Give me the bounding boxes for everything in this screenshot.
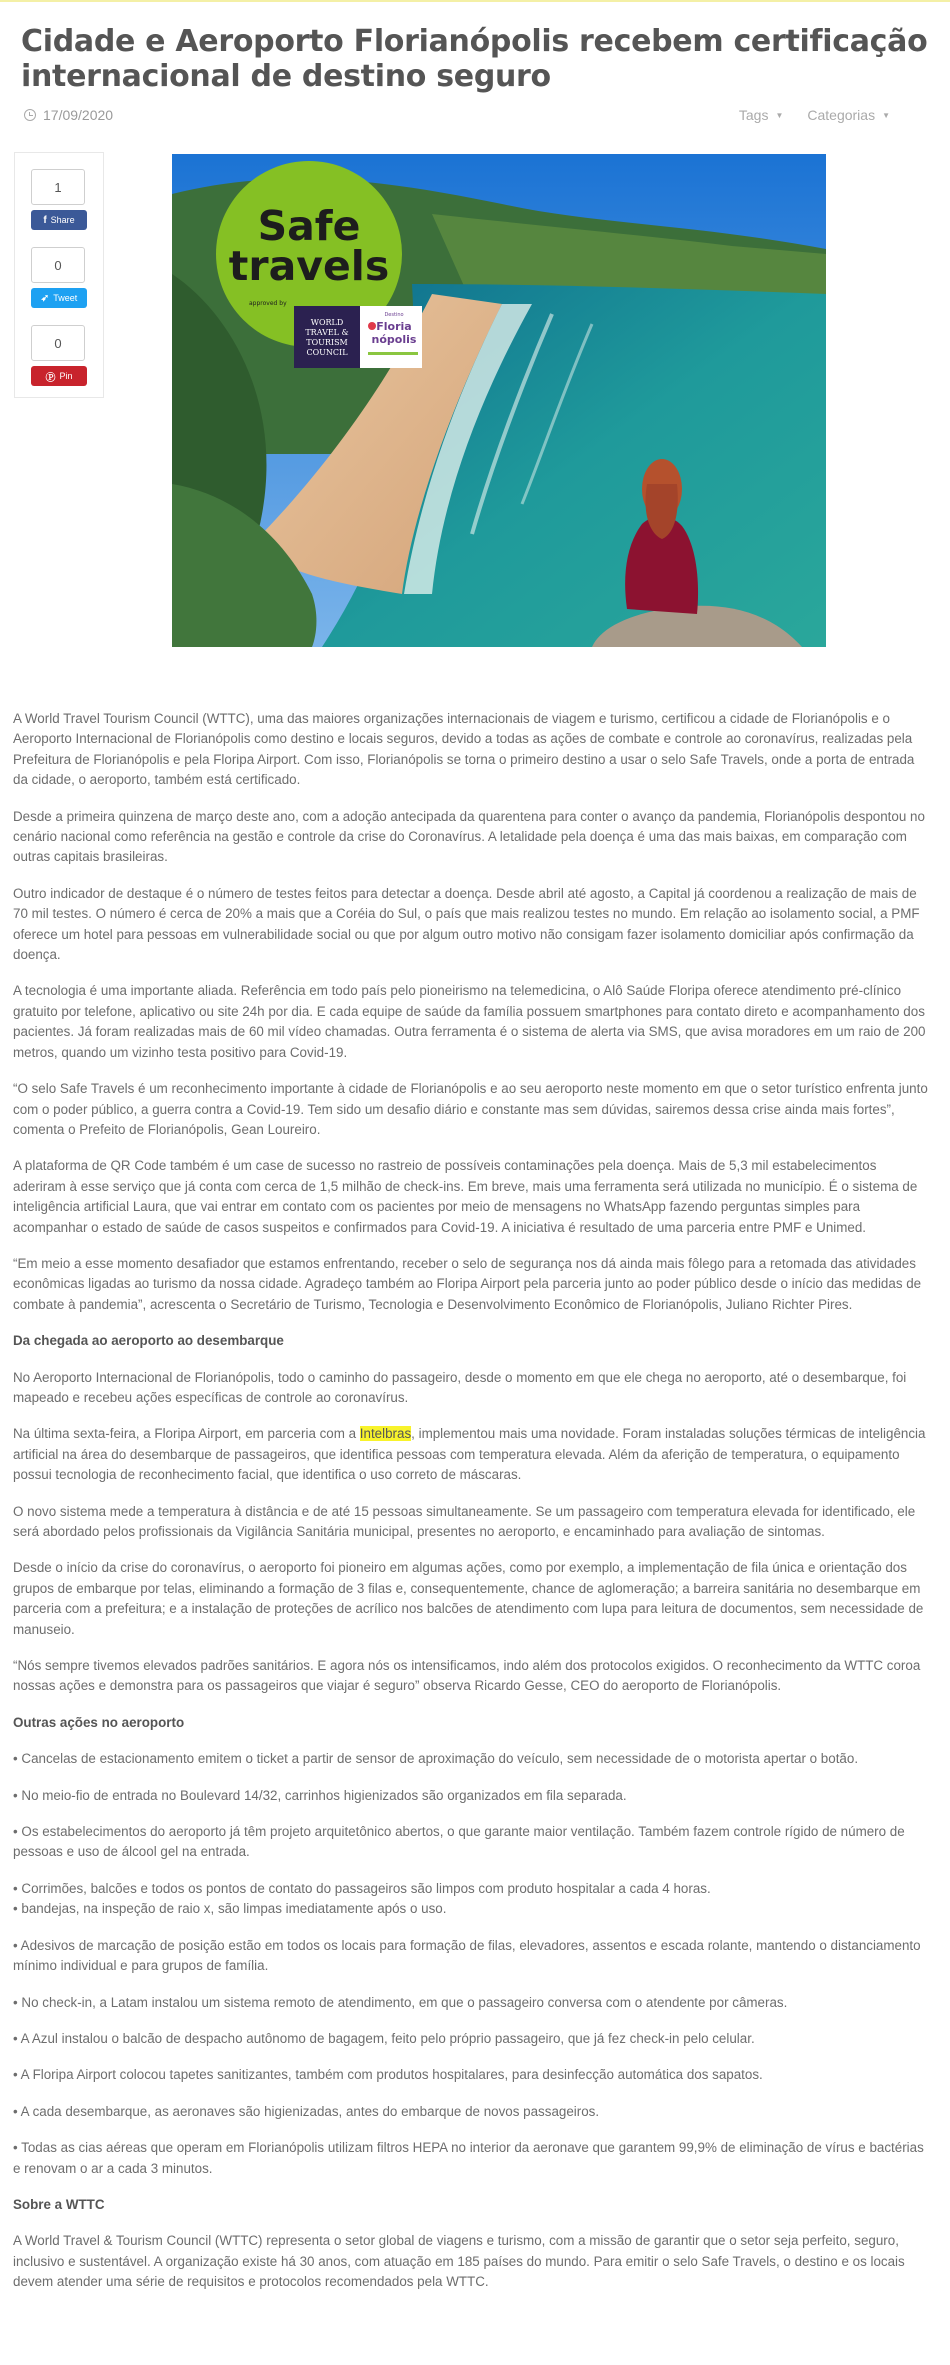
clock-icon bbox=[24, 109, 36, 121]
bullet-item: • No meio-fio de entrada no Boulevard 14/32, carrinhos higienizados são organizados em fila separada. bbox=[13, 1787, 627, 1803]
section-heading: Outras ações no aeroporto bbox=[13, 1714, 185, 1730]
article-body bbox=[13, 709, 928, 2309]
bullet-item: • Corrimões, balcões e todos os pontos de contato do passageiros são limpos com produto hospitalar a cada 4 horas. bbox=[13, 1880, 711, 1896]
paragraph: A tecnologia é uma importante aliada. Referência em todo país pelo pioneirismo na telemedicina, o Alô Saúde Floripa oferece atendimento pré-clínico gratuito por telefone, aplicativo ou site 24h por dia. E cada equipe de saúde da família possuem smartphones para contato direto e acompanhamento dos pacientes. Já foram realizadas mais de 60 mil vídeo chamadas. Outra ferramenta é o sistema de alerta via SMS, que avisa moradores em um raio de 200 metros, quando um vizinho testa positivo para Covid-19. bbox=[13, 983, 926, 1060]
caret-down-icon: ▼ bbox=[882, 110, 890, 120]
paragraph: A World Travel Tourism Council (WTTC), uma das maiores organizações internacionais de viagem e turismo, certificou a cidade de Florianópolis e o Aeroporto Internacional de Florianópolis como destino e locais seguros, devido a todas as ações de combate e controle ao coronavírus, realizadas pela Prefeitura de Florianópolis e pela Floripa Airport. Com isso, Florianópolis se torna o primeiro destino a usar o selo Safe Travels, onde a porta de entrada da cidade, o aeroporto, também está certificado. bbox=[13, 711, 915, 788]
bullet-item: • Todas as cias aéreas que operam em Florianópolis utilizam filtros HEPA no interior da aeronave que garantem 99,9% de eliminação de vírus e bactérias e renovam o ar a cada 3 minutos. bbox=[13, 2140, 924, 2176]
quote-paragraph: “Em meio a esse momento desafiador que estamos enfrentando, receber o selo de segurança nos dá ainda mais fôlego para a retomada das atividades econômicas ligadas ao turismo da nossa cidade. Agradeço também ao Floripa Airport pela parceria junto ao poder público desde o início das medidas de combate à pandemia”, acrescenta o Secretário de Turismo, Tecnologia e Desenvolvimento Econômico de Florianópolis, Juliano Richter Pires. bbox=[13, 1255, 922, 1312]
top-accent-line bbox=[0, 0, 950, 2]
facebook-share-button[interactable] bbox=[31, 210, 87, 230]
twitter-share-count: 0 bbox=[31, 247, 85, 283]
twitter-share bbox=[31, 247, 87, 308]
svg-text:TRAVEL &: TRAVEL & bbox=[305, 328, 349, 337]
bullet-item: • bandejas, na inspeção de raio x, são limpas imediatamente após o uso. bbox=[13, 1901, 447, 1917]
quote-paragraph: “O selo Safe Travels é um reconhecimento importante à cidade de Florianópolis e ao seu aeroporto neste momento em que o setor turístico enfrenta junto com o poder público, a guerra contra a Covid-19. Tem sido um desafio diário e constante mas sem dúvidas, sairemos dessa crise ainda mais fortes”, comenta o Prefeito de Florianópolis, Gean Loureiro. bbox=[13, 1081, 928, 1137]
paragraph bbox=[13, 1424, 928, 1485]
svg-text:nópolis: nópolis bbox=[371, 333, 417, 346]
caret-down-icon: ▼ bbox=[775, 110, 784, 120]
twitter-share-label: Tweet bbox=[53, 293, 78, 303]
facebook-share-label: Share bbox=[50, 215, 75, 225]
text-span: , implementou mais uma novidade. Foram instaladas soluções térmicas de inteligência artificial na área do desembarque de passageiros, que identifica pessoas com temperatura elevada. Além da aferição de temperatura, o equipamento possui tecnologia de reconhecimento facial, que identifica o uso correto de máscaras. bbox=[13, 1426, 926, 1483]
article-title: Cidade e Aeroporto Florianópolis recebem certificação internacional de destino seguro bbox=[21, 24, 928, 94]
bullet-item: • A Floripa Airport colocou tapetes sanitizantes, também com produtos hospitalares, para desinfecção automática dos sapatos. bbox=[13, 2067, 763, 2083]
paragraph: Outro indicador de destaque é o número de testes feitos para detectar a doença. Desde abril até agosto, a Capital já coordenou a realização de mais de 70 mil testes. O número é cerca de 20% a mais que a Coréia do Sul, o país que mais realizou testes no mundo. Em relação ao isolamento social, a PMF oferece um hotel para pessoas em vulnerabilidade social ou que por algum outro motivo não consigam fazer isolamento domiciliar após confirmação da doença. bbox=[13, 885, 920, 963]
tags-dropdown[interactable] bbox=[739, 107, 784, 123]
badge-approved-by: approved by bbox=[249, 300, 287, 307]
paragraph: O novo sistema mede a temperatura à distância e de até 15 pessoas simultaneamente. Se um passageiro com temperatura elevada for identificado, ele será abordado pelos profissionais da Vigilância Sanitária municipal, presentes no aeroporto, e encaminhado para avaliação de sintomas. bbox=[13, 1503, 916, 1539]
date-text: 17/09/2020 bbox=[43, 107, 114, 123]
text-span: Na última sexta-feira, a Floripa Airport, em parceria com a bbox=[13, 1426, 360, 1442]
bullet-item: • Adesivos de marcação de posição estão em todos os locais para formação de filas, elevadores, assentos e escada rolante, mantendo o distanciamento mínimo individual e para grupos de família. bbox=[13, 1937, 921, 1974]
pinterest-share bbox=[31, 325, 87, 386]
twitter-share-button[interactable] bbox=[31, 288, 87, 308]
paragraph: Desde a primeira quinzena de março deste ano, com a adoção antecipada da quarentena para conter o avanço da pandemia, Florianópolis despontou no cenário nacional como referência na gestão e controle da crise do Coronavírus. A letalidade pela doença é uma das mais baixas, em comparação com outras capitais brasileiras. bbox=[13, 808, 925, 865]
twitter-bird-icon: ➶ bbox=[40, 292, 50, 304]
pinterest-icon: Ⓟ bbox=[45, 372, 56, 384]
tags-label: Tags bbox=[738, 107, 769, 123]
categories-dropdown[interactable] bbox=[807, 107, 890, 123]
florianopolis-logo bbox=[360, 306, 422, 368]
svg-text:COUNCIL: COUNCIL bbox=[306, 348, 348, 357]
bullet-item: • Cancelas de estacionamento emitem o ticket a partir de sensor de aproximação do veículo, sem necessidade de o motorista apertar o botão. bbox=[13, 1751, 859, 1767]
pinterest-share-label: Pin bbox=[59, 371, 73, 381]
taxonomy-filters bbox=[739, 107, 890, 123]
quote-paragraph: “Nós sempre tivemos elevados padrões sanitários. E agora nós os intensificamos, indo além dos protocolos exigidos. O reconhecimento da WTTC coroa nossas ações e demonstra para os passageiros que viajar é seguro” observa Ricardo Gesse, CEO do aeroporto de Florianópolis. bbox=[13, 1658, 921, 1694]
facebook-share bbox=[31, 169, 87, 230]
bullet-item: • A Azul instalou o balcão de despacho autônomo de bagagem, feito pelo próprio passageiro, que já fez check-in pelo celular. bbox=[13, 2030, 755, 2046]
paragraph: A plataforma de QR Code também é um case de sucesso no rastreio de possíveis contaminações pela doença. Mais de 5,3 mil estabelecimentos aderiram à esse serviço que já conta com cerca de 1,5 milhão de check-ins. Em breve, mais uma ferramenta será utilizada no município. É o sistema de inteligência artificial Laura, que vai entrar em contato com os pacientes por meio de mensagens no WhatsApp fazendo perguntas simples para acompanhar o estado de saúde de casos suspeitos e confirmados para Covid-19. A iniciativa é resultado de uma parceria entre PMF e Unimed. bbox=[13, 1158, 918, 1235]
section-heading: Da chegada ao aeroporto ao desembarque bbox=[13, 1333, 284, 1349]
svg-text:WORLD: WORLD bbox=[310, 318, 344, 327]
categories-label: Categorias bbox=[807, 107, 876, 123]
share-sidebar bbox=[14, 152, 104, 398]
bullet-item: • A cada desembarque, as aeronaves são higienizadas, antes do embarque de novos passageiros. bbox=[13, 2103, 600, 2119]
highlighted-brand: Intelbras bbox=[359, 1426, 412, 1442]
hero-image bbox=[172, 154, 826, 647]
section-heading: Sobre a WTTC bbox=[13, 2196, 105, 2212]
badge-line-2: travels bbox=[228, 242, 390, 290]
svg-text:TOURISM: TOURISM bbox=[306, 338, 348, 347]
paragraph: Desde o início da crise do coronavírus, o aeroporto foi pioneiro em algumas ações, como por exemplo, a implementação de fila única e orientação dos grupos de embarque por telas, eliminando a formação de 3 filas e, consequentemente, chance de aglomeração; a barreira sanitária no desembarque em parceria com a prefeitura; e a instalação de proteções de acrílico nos balcões de atendimento com lupa para leitura de documentos, sem necessidade de manuseio. bbox=[13, 1560, 924, 1637]
beach-landscape-image bbox=[172, 154, 826, 647]
article-date bbox=[24, 107, 113, 123]
wttc-logo bbox=[294, 306, 360, 368]
pinterest-share-count: 0 bbox=[31, 325, 85, 361]
paragraph: A World Travel & Tourism Council (WTTC) representa o setor global de viagens e turismo, com a missão de garantir que o setor seja perfeito, seguro, inclusivo e sustentável. A organização existe há 30 anos, com atuação em 185 países do mundo. Para emitir o selo Safe Travels, o destino e os locais devem atender uma série de requisitos e protocolos recomendados pela WTTC. bbox=[13, 2233, 905, 2290]
paragraph: No Aeroporto Internacional de Florianópolis, todo o caminho do passageiro, desde o momento em que ele chega no aeroporto, até o desembarque, foi mapeado e recebeu ações específicas de controle ao coronavírus. bbox=[13, 1369, 907, 1405]
badge-line-1: Safe bbox=[257, 202, 361, 250]
bullet-item: • No check-in, a Latam instalou um sistema remoto de atendimento, em que o passageiro conversa com o atendente por câmeras. bbox=[13, 1994, 788, 2010]
svg-text:Destino: Destino bbox=[384, 312, 404, 318]
facebook-share-count: 1 bbox=[31, 169, 85, 205]
facebook-icon: f bbox=[43, 214, 47, 226]
bullet-item: • Os estabelecimentos do aeroporto já têm projeto arquitetônico abertos, o que garante maior ventilação. Também fazem controle rígido de número de pessoas e uso de álcool gel na entrada. bbox=[13, 1824, 905, 1860]
pinterest-share-button[interactable] bbox=[31, 366, 87, 386]
svg-text:Floria: Floria bbox=[376, 320, 412, 333]
